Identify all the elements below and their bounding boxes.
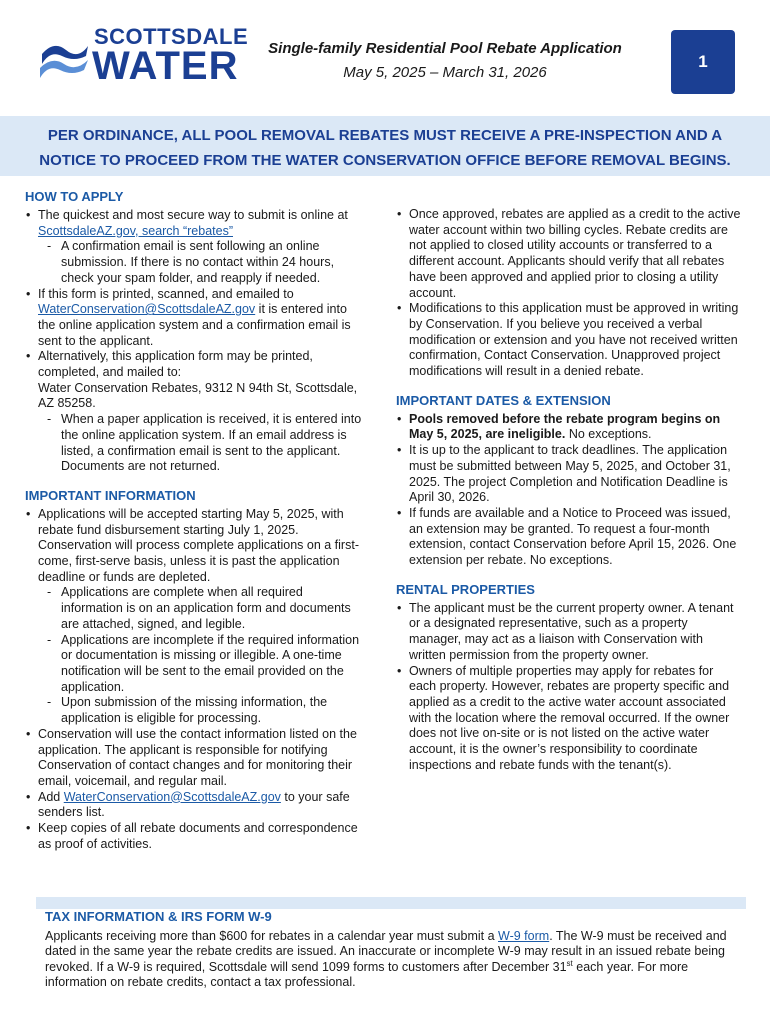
- rental-properties-heading: RENTAL PROPERTIES: [396, 581, 535, 597]
- document-title: Single-family Residential Pool Rebate Application: [268, 40, 622, 57]
- list-item: [25, 507, 365, 727]
- sub-list-item: - Applications are incomplete if the required information or documentation is missing or illegible. A one-time notification will be sent to the email provided on the application.: [47, 633, 365, 696]
- list-item: • If funds are available and a Notice to Proceed was issued, an extension may be granted. To request a four-month extension, contact Conservation before April 15, 2026. One extension per rebate. No exceptions.: [396, 506, 741, 569]
- right-column: [396, 207, 741, 774]
- water-wave-icon: [36, 32, 92, 88]
- tax-section-bar: [36, 897, 746, 909]
- tax-heading: TAX INFORMATION & IRS FORM W-9: [45, 909, 272, 924]
- left-column: [25, 188, 365, 852]
- how-to-apply-list: [25, 208, 365, 475]
- banner-line-2: NOTICE TO PROCEED FROM THE WATER CONSERVATION OFFICE BEFORE REMOVAL BEGINS.: [39, 152, 731, 169]
- important-information-list: [25, 507, 365, 852]
- tax-text: Applicants receiving more than $600 for rebates in a calendar year must submit a: [45, 929, 499, 943]
- list-item: [396, 412, 741, 443]
- page-number-badge: 1: [671, 30, 735, 94]
- list-item: • Owners of multiple properties may apply for rebates for each property. However, rebates are property specific and applied as a credit to the active water account associated with the location where the removal occurred. If the owner does not live on-site or is not listed on the active water account, it is the owner’s responsibility to coordinate inspections and rebate funds with the tenant(s).: [396, 664, 741, 774]
- list-item: [25, 790, 365, 821]
- sub-list: [38, 239, 365, 286]
- rental-properties-list: [396, 601, 741, 774]
- ordinal-suffix: st: [566, 958, 573, 968]
- ordinance-banner: [0, 116, 770, 176]
- sub-list: [38, 412, 365, 475]
- list-item-text: Add: [38, 789, 64, 804]
- list-item-text: No exceptions.: [565, 427, 652, 442]
- scottsdale-water-logo: [36, 24, 249, 90]
- w9-form-link[interactable]: W-9 form: [498, 929, 550, 943]
- important-dates-heading: IMPORTANT DATES & EXTENSION: [396, 392, 611, 408]
- sub-list: [38, 585, 365, 726]
- sub-list-item: - Applications are complete when all required information is on an application form and documents are attached, signed, and legible.: [47, 585, 365, 632]
- approval-list: [396, 207, 741, 380]
- list-item: • Conservation will use the contact information listed on the application. The applicant is responsible for notifying Conservation of contact changes and for monitoring their email, voicemail, and regular mail.: [25, 727, 365, 790]
- sub-list-item: - Upon submission of the missing information, the application is eligible for processing.: [47, 695, 365, 726]
- logo-text-bottom: WATER: [92, 44, 239, 88]
- program-dates: May 5, 2025 – March 31, 2026: [343, 64, 547, 81]
- list-item: • Keep copies of all rebate documents and correspondence as proof of activities.: [25, 821, 365, 852]
- banner-line-1: PER ORDINANCE, ALL POOL REMOVAL REBATES MUST RECEIVE A PRE-INSPECTION AND A: [47, 127, 723, 144]
- tax-text: each year. For more information on rebate credits, contact a tax professional.: [45, 959, 689, 990]
- list-item-text: Applications will be accepted starting May 5, 2025, with rebate fund disbursement starting July 1, 2025. Conservation will process complete applications on a first-come, first-serve basis, unless it is past the application deadline or funds are depleted.: [38, 506, 359, 584]
- important-information-heading: IMPORTANT INFORMATION: [25, 487, 196, 503]
- list-item: • Modifications to this application must be approved in writing by Conservation. If you believe you received a verbal modification or extension and you have not received written confirmation, Contact Conservation. Unapproved project modifications will result in a denied rebate.: [396, 301, 741, 380]
- scottsdale-rebates-link[interactable]: ScottsdaleAZ.gov, search “rebates”: [38, 223, 233, 238]
- ineligible-notice: Pools removed before the rebate program begins on May 5, 2025, are ineligible.: [409, 411, 721, 442]
- sub-list-item: - A confirmation email is sent following an online submission. If there is no contact within 24 hours, check your spam folder, and reapply if needed.: [47, 239, 365, 286]
- list-item: • It is up to the applicant to track deadlines. The application must be submitted between May 5, 2025, and October 31, 2025. The project Completion and Notification Deadline is April 30, 2026.: [396, 443, 741, 506]
- list-item: [25, 349, 365, 475]
- list-item-text: Alternatively, this application form may be printed, completed, and mailed to:: [38, 349, 313, 380]
- list-item: • The applicant must be the current property owner. A tenant or a designated representative, such as a property manager, may act as a liaison with Conservation with written permission from the property owner.: [396, 601, 741, 664]
- list-item-text: If this form is printed, scanned, and emailed to: [38, 286, 294, 301]
- list-item: • Once approved, rebates are applied as a credit to the active water account within two billing cycles. Rebate credits are not applied to closed utility accounts or transferred to a different account. Applicants should verify that all rebates have been approved and applied prior to closing a utility account.: [396, 207, 741, 301]
- safe-senders-email-link[interactable]: WaterConservation@ScottsdaleAZ.gov: [63, 789, 281, 804]
- water-conservation-email-link[interactable]: WaterConservation@ScottsdaleAZ.gov: [38, 302, 256, 317]
- list-item-text: to your safe senders list.: [38, 789, 350, 820]
- mailing-address: Water Conservation Rebates, 9312 N 94th St, Scottsdale, AZ 85258.: [38, 380, 358, 411]
- list-item-text: The quickest and most secure way to submit is online at: [38, 208, 348, 222]
- list-item: [25, 287, 365, 350]
- tax-body: [45, 929, 745, 991]
- sub-list-item: - When a paper application is received, it is entered into the online application system. If an email address is listed, a confirmation email is sent to the applicant. Documents are not returned.: [47, 412, 365, 475]
- important-dates-list: [396, 412, 741, 569]
- tax-text: . The W-9 must be received and dated in the same year the rebate credits are issued. An inaccurate or incomplete W-9 may result in an issued rebate being revoked. If a W-9 is required, Scottsdale will send 1099 forms to customers after December 31: [45, 929, 727, 974]
- how-to-apply-heading: HOW TO APPLY: [25, 189, 124, 204]
- list-item-text: it is entered into the online application system and a confirmation email is sent to the applicant.: [38, 302, 351, 348]
- banner-text: [20, 123, 750, 173]
- logo-text-top: SCOTTSDALE: [94, 24, 249, 49]
- list-item: [25, 208, 365, 287]
